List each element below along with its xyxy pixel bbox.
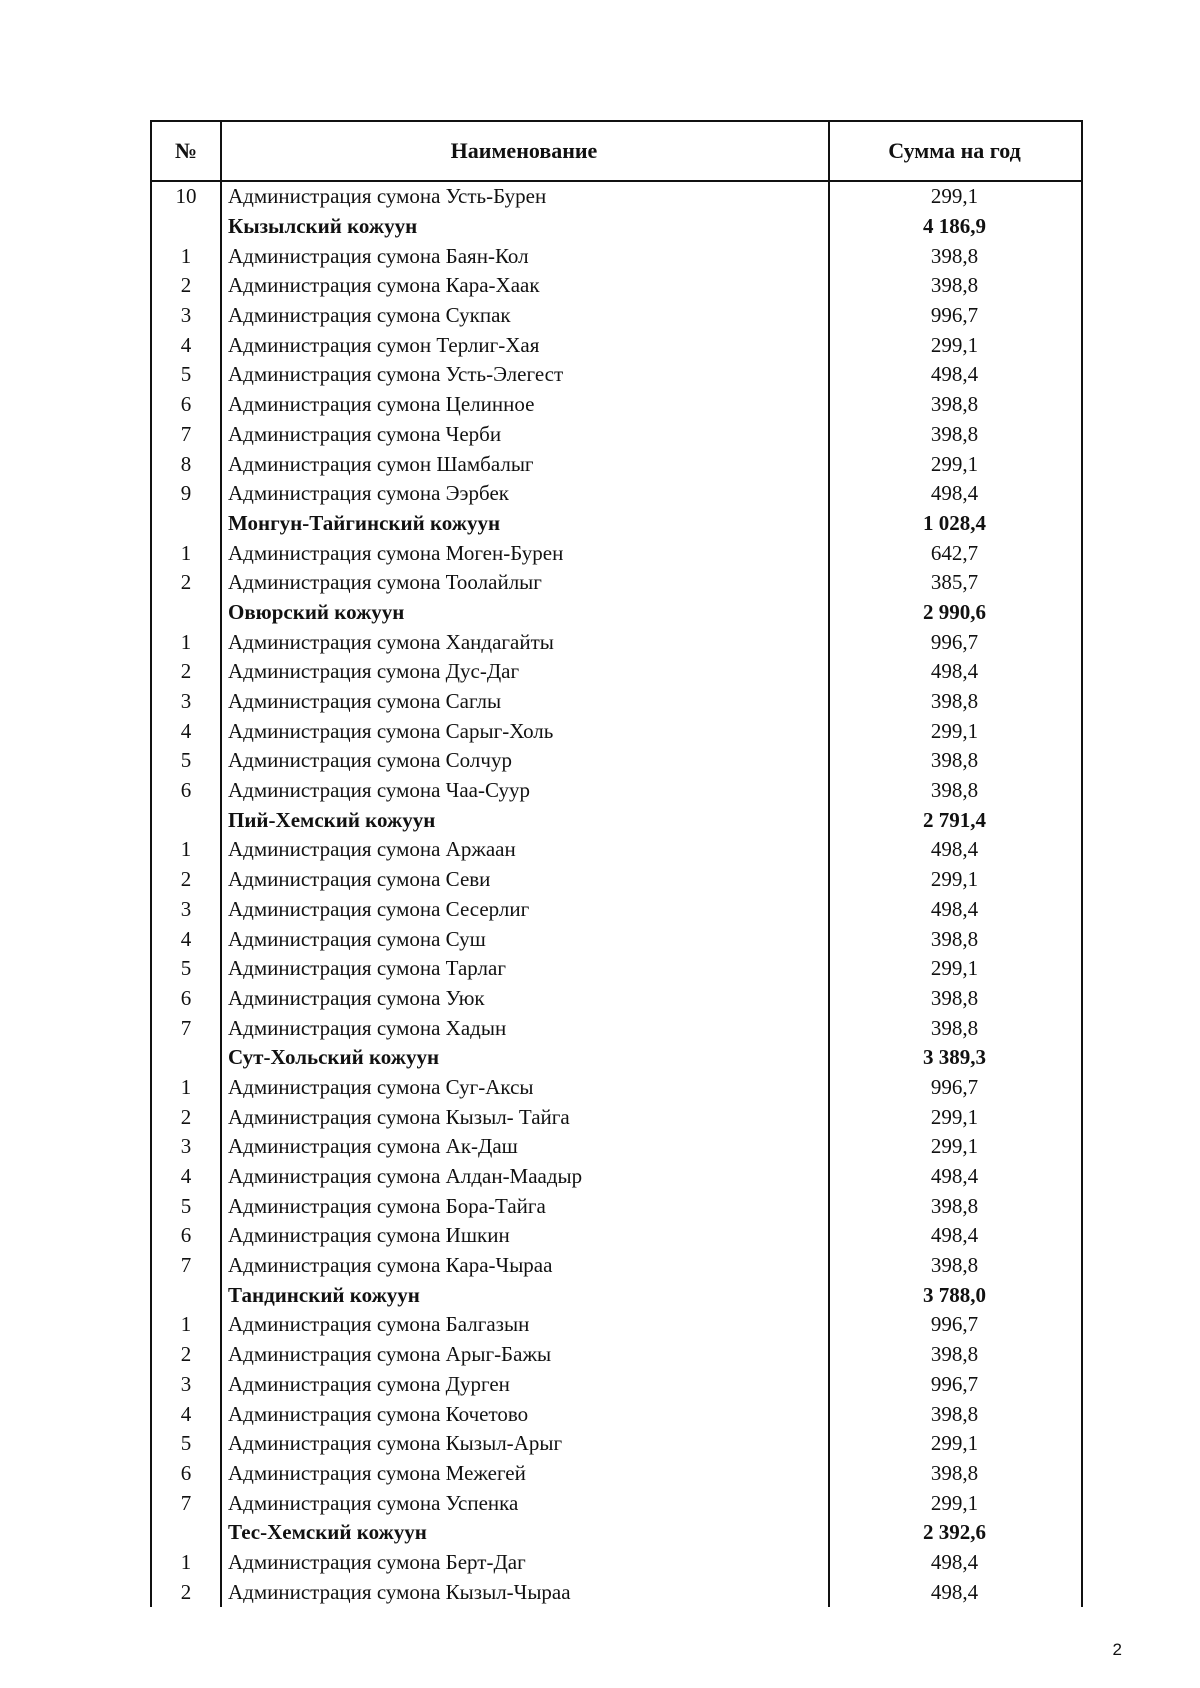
row-sum: 398,8: [930, 421, 979, 446]
table-row: [152, 657, 1081, 687]
table-row: [152, 865, 1081, 895]
row-sum: 2 392,6: [923, 1520, 986, 1545]
row-name: Администрация сумона Усть-Бурен: [228, 184, 547, 209]
table-row: [152, 1488, 1081, 1518]
row-number: 1: [180, 1549, 192, 1574]
row-sum: 398,8: [930, 392, 979, 417]
row-number: 2: [180, 273, 192, 298]
row-sum: 398,8: [930, 243, 979, 268]
row-name: Администрация сумона Сесерлиг: [228, 896, 530, 921]
row-sum: 498,4: [930, 481, 979, 506]
row-name: Администрация сумона Черби: [228, 421, 502, 446]
row-name: Администрация сумона Уюк: [228, 985, 485, 1010]
district-row: [152, 1518, 1081, 1548]
row-sum: 2 791,4: [923, 807, 986, 832]
row-number: 1: [180, 1312, 192, 1337]
district-row: [152, 1280, 1081, 1310]
table-row: [152, 538, 1081, 568]
row-name: Администрация сумона Алдан-Маадыр: [228, 1164, 583, 1189]
table-row: [152, 1013, 1081, 1043]
row-name: Администрация сумона Успенка: [228, 1490, 519, 1515]
row-number: 3: [180, 1371, 192, 1396]
row-name: Администрация сумона Чаа-Суур: [228, 778, 530, 803]
row-name: Администрация сумона Саглы: [228, 689, 502, 714]
district-row: [152, 805, 1081, 835]
header-number: №: [152, 122, 222, 180]
row-name: Администрация сумона Тарлаг: [228, 956, 506, 981]
row-number: 8: [180, 451, 192, 476]
row-name: Пий-Хемский кожуун: [228, 807, 436, 832]
row-sum: 299,1: [930, 1490, 979, 1515]
row-number: 2: [180, 1579, 192, 1604]
row-sum: 398,8: [930, 926, 979, 951]
row-name: Администрация сумон Шамбалыг: [228, 451, 534, 476]
row-sum: 498,4: [930, 1164, 979, 1189]
row-name: Администрация сумона Хандагайты: [228, 629, 554, 654]
row-number: 3: [180, 689, 192, 714]
table-row: [152, 1370, 1081, 1400]
row-name: Администрация сумона Солчур: [228, 748, 512, 773]
district-row: [152, 598, 1081, 628]
table-row: [152, 1429, 1081, 1459]
row-sum: 498,4: [930, 362, 979, 387]
row-name: Администрация сумона Дурген: [228, 1371, 510, 1396]
table-row: [152, 954, 1081, 984]
table-header: [150, 120, 1083, 182]
row-sum: 2 990,6: [923, 599, 986, 624]
row-number: 9: [180, 481, 192, 506]
row-name: Администрация сумона Суш: [228, 926, 486, 951]
row-name: Администрация сумона Кара-Хаак: [228, 273, 540, 298]
row-number: 5: [180, 362, 192, 387]
row-number: 2: [180, 1104, 192, 1129]
table-row: [152, 390, 1081, 420]
row-number: 1: [180, 1074, 192, 1099]
row-sum: 498,4: [930, 896, 979, 921]
row-name: Администрация сумона Дус-Даг: [228, 659, 520, 684]
row-number: 10: [175, 184, 197, 209]
row-number: 4: [180, 926, 192, 951]
table-row: [152, 835, 1081, 865]
row-name: Администрация сумона Ишкин: [228, 1223, 510, 1248]
row-number: 7: [180, 421, 192, 446]
row-number: 5: [180, 956, 192, 981]
row-sum: 299,1: [930, 451, 979, 476]
row-sum: 398,8: [930, 273, 979, 298]
row-sum: 498,4: [930, 659, 979, 684]
table-row: [152, 984, 1081, 1014]
row-sum: 4 186,9: [923, 214, 986, 239]
row-sum: 398,8: [930, 748, 979, 773]
table-row: [152, 776, 1081, 806]
row-name: Сут-Хольский кожуун: [228, 1045, 440, 1070]
page-number: 2: [1112, 1640, 1122, 1659]
row-sum: 996,7: [930, 1312, 979, 1337]
row-number: 3: [180, 1134, 192, 1159]
row-name: Администрация сумона Кызыл- Тайга: [228, 1104, 570, 1129]
district-row: [152, 212, 1081, 242]
table-row: [152, 1310, 1081, 1340]
row-number: 2: [180, 1342, 192, 1367]
table-row: [152, 1221, 1081, 1251]
row-name: Администрация сумона Хадын: [228, 1015, 507, 1040]
table-row: [152, 271, 1081, 301]
row-sum: 3 389,3: [923, 1045, 986, 1070]
row-sum: 398,8: [930, 1015, 979, 1040]
row-number: 1: [180, 837, 192, 862]
row-name: Тес-Хемский кожуун: [228, 1520, 427, 1545]
table-row: [152, 1162, 1081, 1192]
row-sum: 498,4: [930, 1549, 979, 1574]
row-name: Кызылский кожуун: [228, 214, 418, 239]
row-number: 4: [180, 1164, 192, 1189]
row-number: 6: [180, 392, 192, 417]
row-number: 5: [180, 1193, 192, 1218]
district-row: [152, 1043, 1081, 1073]
row-number: 7: [180, 1015, 192, 1040]
header-name: Наименование: [220, 122, 830, 180]
table-row: [152, 182, 1081, 212]
table-row: [152, 1340, 1081, 1370]
row-sum: 996,7: [930, 1371, 979, 1396]
row-name: Администрация сумона Баян-Кол: [228, 243, 529, 268]
row-number: 2: [180, 867, 192, 892]
row-name: Администрация сумона Бора-Тайга: [228, 1193, 546, 1218]
table-row: [152, 449, 1081, 479]
district-row: [152, 509, 1081, 539]
table-row: [152, 1548, 1081, 1578]
row-number: 4: [180, 332, 192, 357]
row-sum: 498,4: [930, 1223, 979, 1248]
row-name: Администрация сумона Межегей: [228, 1460, 526, 1485]
row-sum: 1 028,4: [923, 510, 986, 535]
row-sum: 299,1: [930, 1104, 979, 1129]
row-name: Администрация сумона Тоолайлыг: [228, 570, 542, 595]
table-row: [152, 1399, 1081, 1429]
row-name: Администрация сумона Кызыл-Чыраа: [228, 1579, 571, 1604]
row-number: 1: [180, 540, 192, 565]
table-row: [152, 627, 1081, 657]
table-row: [152, 301, 1081, 331]
row-name: Администрация сумона Балгазын: [228, 1312, 530, 1337]
row-sum: 3 788,0: [923, 1282, 986, 1307]
row-name: Администрация сумона Берт-Даг: [228, 1549, 526, 1574]
row-name: Тандинский кожуун: [228, 1282, 420, 1307]
row-sum: 299,1: [930, 867, 979, 892]
row-number: 6: [180, 1460, 192, 1485]
row-number: 5: [180, 748, 192, 773]
row-sum: 299,1: [930, 1134, 979, 1159]
row-number: 3: [180, 896, 192, 921]
table-row: [152, 895, 1081, 925]
row-sum: 996,7: [930, 1074, 979, 1099]
budget-table: [150, 120, 1083, 1607]
row-sum: 996,7: [930, 303, 979, 328]
table-row: [152, 479, 1081, 509]
row-name: Администрация сумона Моген-Бурен: [228, 540, 564, 565]
row-number: 6: [180, 778, 192, 803]
row-number: 1: [180, 243, 192, 268]
row-number: 4: [180, 718, 192, 743]
table-row: [152, 746, 1081, 776]
row-name: Администрация сумона Ээрбек: [228, 481, 509, 506]
table-row: [152, 924, 1081, 954]
row-sum: 498,4: [930, 837, 979, 862]
row-sum: 398,8: [930, 1193, 979, 1218]
table-row: [152, 1073, 1081, 1103]
row-name: Администрация сумона Целинное: [228, 392, 535, 417]
table-row: [152, 1577, 1081, 1607]
row-sum: 299,1: [930, 718, 979, 743]
row-sum: 398,8: [930, 778, 979, 803]
table-row: [152, 1251, 1081, 1281]
row-name: Администрация сумона Кочетово: [228, 1401, 529, 1426]
row-number: 7: [180, 1490, 192, 1515]
row-sum: 398,8: [930, 1401, 979, 1426]
row-name: Администрация сумона Аржаан: [228, 837, 516, 862]
table-row: [152, 1191, 1081, 1221]
row-number: 7: [180, 1253, 192, 1278]
row-number: 6: [180, 985, 192, 1010]
row-number: 5: [180, 1431, 192, 1456]
row-number: 1: [180, 629, 192, 654]
row-name: Администрация сумона Арыг-Бажы: [228, 1342, 552, 1367]
row-name: Администрация сумона Ак-Даш: [228, 1134, 518, 1159]
table-row: [152, 360, 1081, 390]
row-sum: 299,1: [930, 184, 979, 209]
row-sum: 498,4: [930, 1579, 979, 1604]
table-row: [152, 420, 1081, 450]
row-name: Администрация сумона Кара-Чыраа: [228, 1253, 553, 1278]
row-number: 2: [180, 659, 192, 684]
table-row: [152, 687, 1081, 717]
row-name: Администрация сумона Севи: [228, 867, 491, 892]
row-name: Администрация сумона Кызыл-Арыг: [228, 1431, 563, 1456]
row-name: Администрация сумона Сарыг-Холь: [228, 718, 554, 743]
table-row: [152, 241, 1081, 271]
row-name: Администрация сумона Усть-Элегест: [228, 362, 564, 387]
row-sum: 299,1: [930, 1431, 979, 1456]
row-sum: 398,8: [930, 1253, 979, 1278]
row-sum: 385,7: [930, 570, 979, 595]
row-name: Монгун-Тайгинский кожуун: [228, 510, 501, 535]
row-name: Администрация сумона Суг-Аксы: [228, 1074, 534, 1099]
row-sum: 398,8: [930, 689, 979, 714]
table-row: [152, 716, 1081, 746]
table-row: [152, 1102, 1081, 1132]
row-number: 4: [180, 1401, 192, 1426]
row-name: Администрация сумон Терлиг-Хая: [228, 332, 540, 357]
row-name: Овюрский кожуун: [228, 599, 405, 624]
row-sum: 299,1: [930, 956, 979, 981]
table-body: [150, 182, 1083, 1607]
row-sum: 642,7: [930, 540, 979, 565]
row-sum: 398,8: [930, 985, 979, 1010]
table-row: [152, 1459, 1081, 1489]
row-number: 6: [180, 1223, 192, 1248]
row-number: 3: [180, 303, 192, 328]
row-sum: 398,8: [930, 1342, 979, 1367]
row-name: Администрация сумона Сукпак: [228, 303, 511, 328]
row-sum: 996,7: [930, 629, 979, 654]
row-sum: 299,1: [930, 332, 979, 357]
table-row: [152, 568, 1081, 598]
row-sum: 398,8: [930, 1460, 979, 1485]
table-row: [152, 330, 1081, 360]
header-sum: Сумма на год: [888, 138, 1021, 163]
table-row: [152, 1132, 1081, 1162]
row-number: 2: [180, 570, 192, 595]
